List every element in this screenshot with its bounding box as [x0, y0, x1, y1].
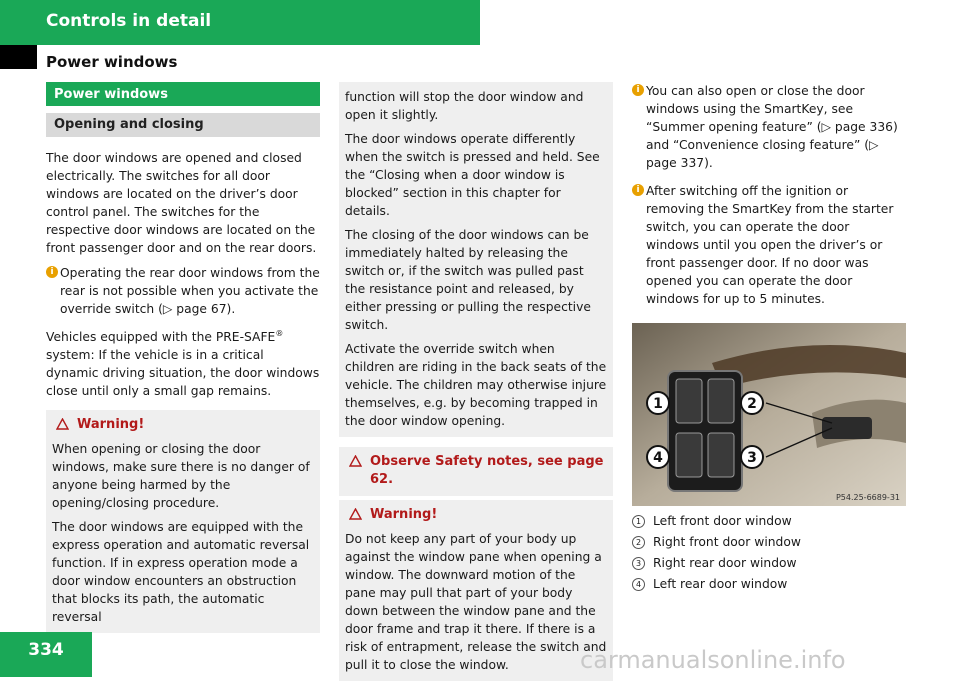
window-switch-photo	[632, 323, 906, 506]
caption-number: 2	[632, 536, 645, 549]
warning-heading	[52, 416, 314, 436]
intro-paragraph: The door windows are opened and closed electrically. The switches for all door windows are located on the driver’s door control panel. The switches for the respective door windows are located on the front passenger door and on the rear doors.	[46, 151, 317, 255]
safety-notes-link[interactable]: Observe Safety notes, see page 62.	[370, 454, 604, 487]
warning-title: Warning!	[370, 507, 438, 522]
registered-mark: ®	[275, 329, 284, 338]
caption-text: Right rear door window	[653, 556, 797, 570]
svg-text:2: 2	[747, 396, 757, 412]
caption-4	[632, 575, 906, 593]
info-note	[46, 264, 320, 318]
safety-notes-box	[339, 447, 613, 496]
caption-number: 4	[632, 578, 645, 591]
warning-text-1: When opening or closing the door windows, make sure there is no danger of anyone being harmed by the opening/closing procedure.	[52, 442, 310, 511]
warning-text-2: The door windows are equipped with the express operation and automatic reversal function. If in express operation mode a door window encounters an obstruction that blocks its path, the automatic reversal	[52, 520, 310, 625]
svg-text:1: 1	[653, 396, 663, 412]
topic-heading: Power windows	[46, 82, 320, 106]
warning-continued-box	[339, 82, 613, 437]
warning-title: Warning!	[77, 417, 145, 433]
column-3	[632, 82, 906, 596]
info-text: After switching off the ignition or removing the SmartKey from the starter switch, you can operate the door windows until you open the driver’s or front passenger door. If no door was opened you can operate the door windows for up to 5 minutes.	[646, 184, 894, 306]
caption-1	[632, 512, 906, 530]
svg-text:3: 3	[747, 450, 757, 466]
caption-3	[632, 554, 906, 572]
warning-heading	[345, 506, 607, 526]
safety-notes-heading	[345, 453, 607, 489]
watermark: carmanualsonline.info	[580, 646, 846, 674]
caption-number: 3	[632, 557, 645, 570]
warning-cont-3: The closing of the door windows can be immediately halted by releasing the switch or, if the switch was pulled past the resistance point and released, by either pressing or pulling the respective switch.	[345, 228, 591, 332]
presafe-text-b: system: If the vehicle is in a critical dynamic driving situation, the door windows close until only a small gap remains.	[46, 348, 320, 399]
warning-icon	[56, 418, 69, 436]
warning-cont-2: The door windows operate differently when the switch is pressed and held. See the “Closing when a door window is blocked” section in this chapter for details.	[345, 132, 600, 218]
warning-box-2	[339, 500, 613, 681]
section-title: Power windows	[46, 53, 178, 71]
chapter-title: Controls in detail	[46, 11, 212, 31]
warning-cont-4: Activate the override switch when children are riding in the back seats of the vehicle. The children may otherwise injure themselves, e.g. by becoming trapped in the door window opening.	[345, 342, 607, 428]
presafe-text-a: Vehicles equipped with the PRE-SAFE	[46, 330, 276, 345]
callout-1	[647, 392, 669, 414]
subtopic-heading: Opening and closing	[46, 113, 320, 137]
caption-text: Left rear door window	[653, 577, 788, 591]
callout-4	[647, 446, 669, 468]
info-icon: i	[632, 184, 644, 196]
page-number: 334	[0, 632, 92, 677]
warning-cont-1: function will stop the door window and open it slightly.	[345, 90, 584, 122]
chapter-header	[0, 0, 480, 45]
callout-3	[741, 446, 763, 468]
caption-2	[632, 533, 906, 551]
column-2	[339, 82, 613, 681]
info-text: Operating the rear door windows from the rear is not possible when you activate the override switch (▷ page 67).	[60, 266, 320, 316]
svg-text:4: 4	[653, 450, 663, 466]
callout-2	[741, 392, 763, 414]
column-1	[46, 82, 320, 633]
image-code: P54.25-6689-31	[835, 493, 900, 502]
section-marker	[0, 45, 37, 69]
caption-number: 1	[632, 515, 645, 528]
warning-text: Do not keep any part of your body up against the window pane when opening a window. The downward motion of the pane may pull that part of your body down between the window pane and the door frame and trap it there. If there is a risk of entrapment, release the switch and pull it to close the window.	[345, 532, 607, 672]
warning-icon	[349, 455, 362, 473]
caption-text: Right front door window	[653, 535, 801, 549]
info-text: You can also open or close the door windows using the SmartKey, see “Summer opening feature” (▷ page 336) and “Convenience closing feature” (▷ page 337).	[646, 84, 898, 170]
info-note-smartkey	[632, 82, 906, 172]
warning-box	[46, 410, 320, 633]
info-icon: i	[632, 84, 644, 96]
caption-text: Left front door window	[653, 514, 792, 528]
presafe-paragraph	[46, 325, 320, 400]
info-icon: i	[46, 266, 58, 278]
warning-icon	[349, 508, 362, 526]
info-note-ignition	[632, 182, 906, 308]
